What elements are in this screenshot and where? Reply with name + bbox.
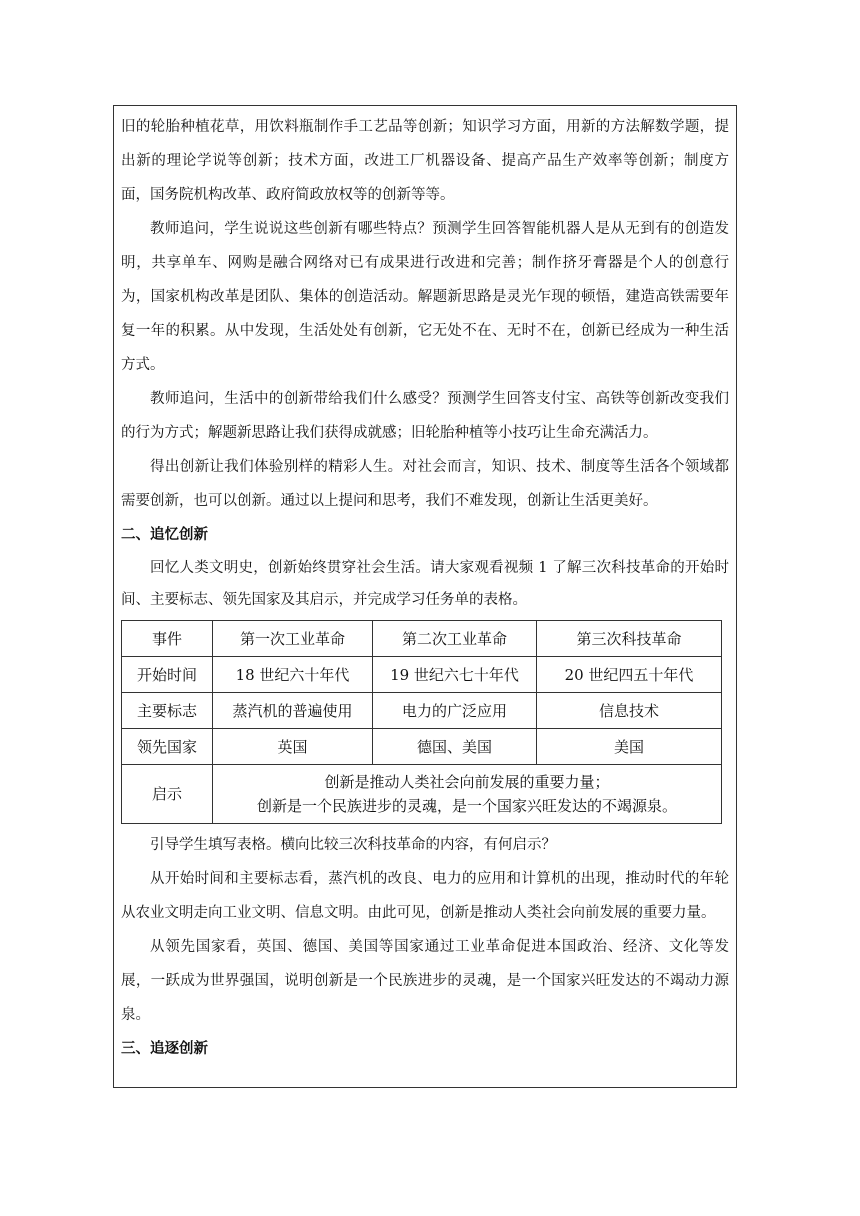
table-header-cell: 第二次工业革命 [373,621,537,657]
lesson-content [121,110,729,1066]
insight-line: 创新是一个民族进步的灵魂，是一个国家兴旺发达的不竭源泉。 [256,797,677,815]
table-cell: 蒸汽机的普遍使用 [213,693,373,729]
section-heading-recall: 二、追忆创新 [121,527,208,543]
insight-cell [213,765,722,824]
table-header-cell: 第三次科技革命 [537,621,722,657]
table-row [122,729,722,765]
paragraph-innovation-examples: 旧的轮胎种植花草，用饮料瓶制作手工艺品等创新；知识学习方面，用新的方法解数学题，提出新的理论学说等创新；技术方面，改进工厂机器设备、提高产品生产效率等创新；制度方面，国务院机构改革、政府简政放权等的创新等等。 [121,119,729,203]
table-cell: 19 世纪六七十年代 [373,657,537,693]
section-heading-pursue: 三、追逐创新 [121,1041,208,1057]
table-row-label: 主要标志 [122,693,213,729]
paragraph-time-and-signs: 从开始时间和主要标志看，蒸汽机的改良、电力的应用和计算机的出现，推动时代的年轮从农业文明走向工业文明、信息文明。由此可见，创新是推动人类社会向前发展的重要力量。 [121,871,729,921]
insight-line: 创新是推动人类社会向前发展的重要力量； [324,773,610,791]
table-cell: 电力的广泛应用 [373,693,537,729]
table-cell: 信息技术 [537,693,722,729]
paragraph-innovation-feelings: 教师追问，生活中的创新带给我们什么感受？预测学生回答支付宝、高铁等创新改变我们的行为方式；解题新思路让我们获得成就感；旧轮胎种植等小技巧让生命充满活力。 [121,391,729,441]
table-row-insight [122,765,722,824]
table-cell: 18 世纪六十年代 [213,657,373,693]
table-header-row [122,621,722,657]
paragraph-recall-intro: 回忆人类文明史，创新始终贯穿社会生活。请大家观看视频 1 了解三次科技革命的开始时间、主要标志、领先国家及其启示，并完成学习任务单的表格。 [121,560,729,608]
table-header-cell: 第一次工业革命 [213,621,373,657]
table-cell: 美国 [537,729,722,765]
table-row-label: 领先国家 [122,729,213,765]
table-row [122,657,722,693]
paragraph-leading-countries: 从领先国家看，英国、德国、美国等国家通过工业革命促进本国政治、经济、文化等发展，一跃成为世界强国，说明创新是一个民族进步的灵魂，是一个国家兴旺发达的不竭动力源泉。 [121,939,729,1023]
paragraph-innovation-conclusion: 得出创新让我们体验别样的精彩人生。对社会而言，知识、技术、制度等生活各个领域都需要创新，也可以创新。通过以上提问和思考，我们不难发现，创新让生活更美好。 [121,459,729,509]
table-header-cell: 事件 [122,621,213,657]
table-row-label: 开始时间 [122,657,213,693]
revolution-table [121,620,722,824]
paragraph-innovation-features: 教师追问，学生说说这些创新有哪些特点？预测学生回答智能机器人是从无到有的创造发明，共享单车、网购是融合网络对已有成果进行改进和完善；制作挤牙膏器是个人的创意行为，国家机构改革是团队、集体的创造活动。解题新思路是灵光乍现的顿悟，建造高铁需要年复一年的积累。从中发现，生活处处有创新，它无处不在、无时不在，创新已经成为一种生活方式。 [121,221,729,373]
table-cell: 德国、美国 [373,729,537,765]
table-cell: 英国 [213,729,373,765]
lesson-frame [113,105,737,1088]
table-row-label: 启示 [122,765,213,824]
table-row [122,693,722,729]
paragraph-guide-students: 引导学生填写表格。横向比较三次科技革命的内容，有何启示？ [150,837,556,853]
table-cell: 20 世纪四五十年代 [537,657,722,693]
